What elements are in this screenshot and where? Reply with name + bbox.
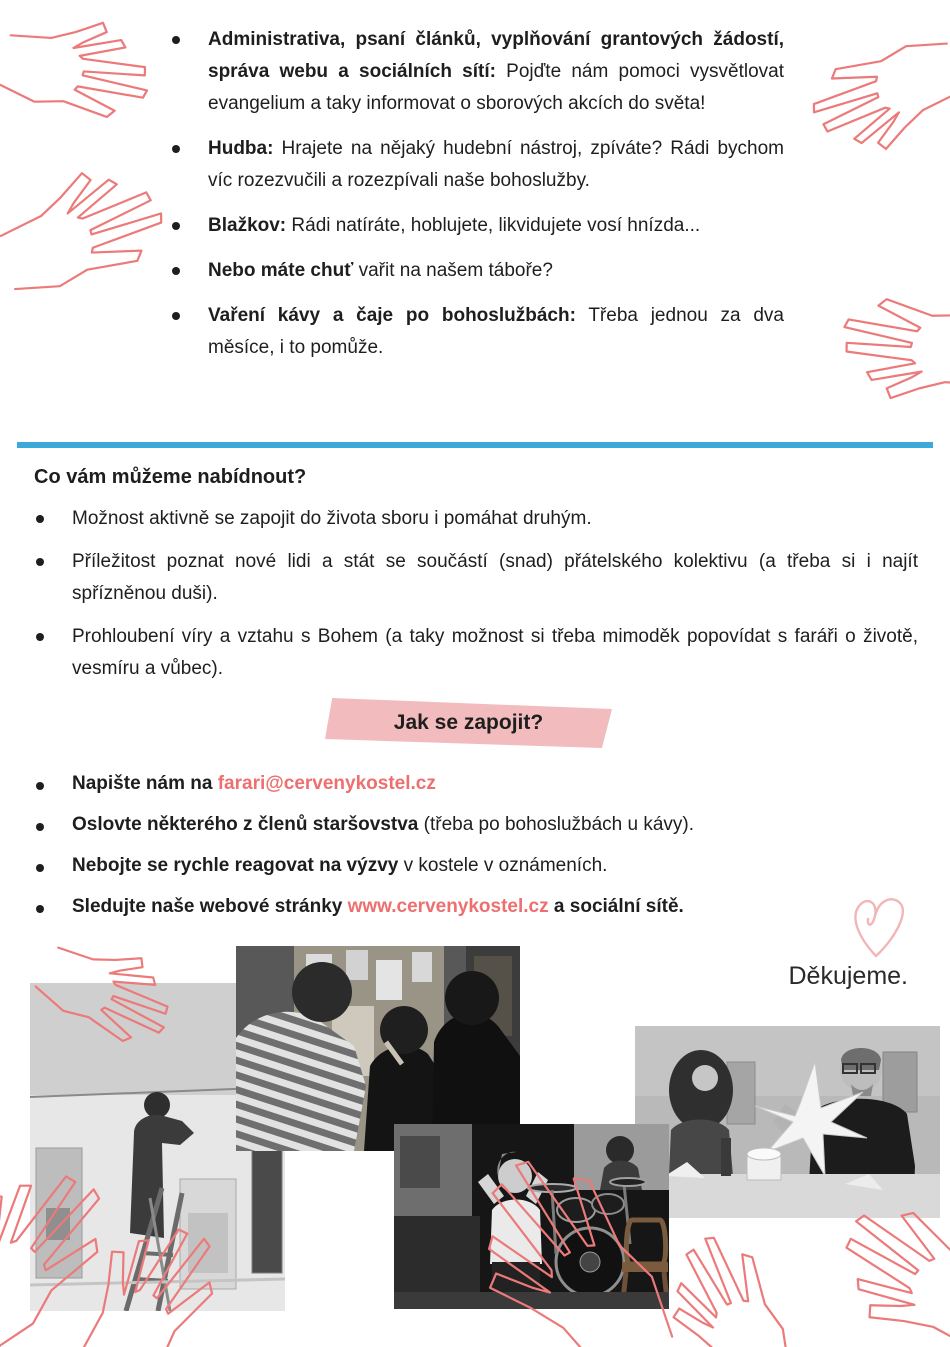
bullet-lead: Administrativa, psaní článků, vyplňování grantových žádostí, správa webu a sociálních sítí: [208, 29, 784, 82]
bullet-tail: a sociální sítě. [548, 896, 684, 917]
section-divider [17, 442, 933, 448]
photo-drum-kit-boy [394, 1124, 669, 1309]
bullet-text: v kostele v oznámeních. [403, 855, 608, 876]
photo-paper-star [635, 1026, 940, 1218]
bullet-lead: Nebo máte chuť [208, 260, 354, 281]
hand-top-right-b [830, 286, 950, 421]
hand-bottom-right-a [652, 1224, 797, 1347]
join-banner-label: Jak se zapojit? [393, 711, 544, 734]
hand-top-right-a [804, 36, 950, 165]
bullet-lead: Napište nám na [72, 773, 218, 794]
website-link[interactable]: www.cervenykostel.cz [347, 896, 549, 917]
list-item [32, 546, 918, 610]
email-link[interactable]: farari@cervenykostel.cz [217, 773, 436, 794]
bullet-text: (třeba po bohoslužbách u kávy). [423, 814, 695, 835]
list-item [168, 210, 784, 242]
bullet-text: Pojďte nám pomoci vysvětlovat evangelium a taky informovat o sborových akcích do světa! [208, 61, 784, 114]
list-item [32, 852, 918, 880]
bullet-text: vařit na našem táboře? [353, 260, 553, 281]
thanks-text: Děkujeme. [788, 962, 908, 990]
list-item [32, 811, 918, 839]
bullet-lead: Hudba: [208, 138, 274, 159]
offer-heading: Co vám můžeme nabídnout? [34, 466, 307, 488]
list-item [168, 133, 784, 197]
bullet-text: Prohloubení víry a vztahu s Bohem (a taky možnost si třeba mimoděk popovídat s faráři o životě, vesmíru a vůbec). [72, 626, 918, 679]
bullet-text: Třeba jednou za dva měsíce, i to pomůže. [208, 305, 784, 358]
bullet-lead: Blažkov: [208, 215, 287, 236]
bullet-text: Možnost aktivně se zapojit do života sboru i pomáhat druhým. [72, 508, 592, 529]
bullet-lead: Nebojte se rychle reagovat na výzvy [72, 855, 404, 876]
list-item [32, 503, 918, 535]
offer-list [32, 503, 918, 696]
list-item [168, 255, 784, 287]
list-item [32, 770, 918, 798]
photo-bulletin-board [236, 946, 520, 1151]
bullet-text: Příležitost poznat nové lidi a stát se součástí (snad) přátelského kolektivu (a třeba si i najít spřízněnou duši). [72, 551, 918, 604]
list-item [168, 300, 784, 364]
list-item [168, 24, 784, 120]
bullet-lead: Oslovte některého z členů staršovstva [72, 814, 424, 835]
bullet-lead: Sledujte naše webové stránky [72, 896, 348, 917]
hand-top-left-a [0, 1, 161, 130]
bullet-text: Hrajete na nějaký hudební nástroj, zpíváte? Rádi bychom víc rozezvučili a rozezpívali naše bohoslužby. [208, 138, 784, 191]
bullet-text: Rádi natíráte, hoblujete, likvidujete vosí hnízda... [286, 215, 701, 236]
join-list [32, 770, 918, 934]
list-item [32, 893, 918, 921]
list-item [32, 621, 918, 685]
volunteer-tasks-list [168, 24, 784, 377]
hand-top-left-b [0, 156, 172, 297]
bullet-lead: Vaření kávy a čaje po bohoslužbách: [208, 305, 576, 326]
